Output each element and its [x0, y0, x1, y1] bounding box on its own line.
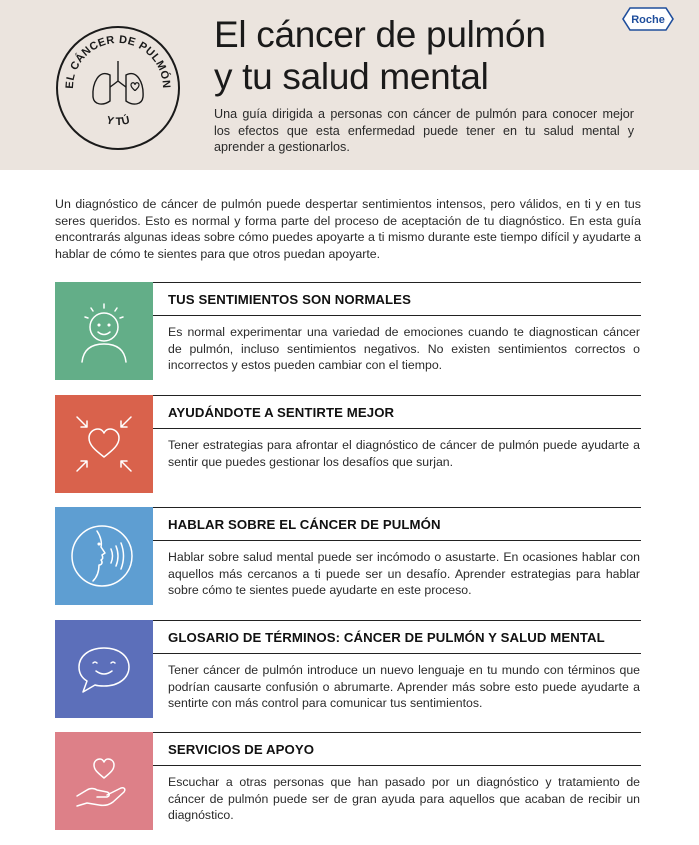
section-support-services — [55, 732, 641, 830]
section-body: Escuchar a otras personas que han pasado por un diagnóstico y tratamiento de cáncer de pulmón puede ser de gran ayuda para aquellos que acaban de recibir un diagnóstico. — [168, 775, 640, 822]
section-divider — [153, 428, 641, 429]
badge-arc-bottom-text: Y TÚ — [105, 114, 131, 129]
section-heading: HABLAR SOBRE EL CÁNCER DE PULMÓN — [168, 517, 441, 532]
section-divider — [153, 653, 641, 654]
section-divider — [153, 765, 641, 766]
section-heading: SERVICIOS DE APOYO — [168, 742, 315, 757]
title-line-1: El cáncer de pulmón — [214, 14, 546, 55]
section-heading: AYUDÁNDOTE A SENTIRTE MEJOR — [168, 405, 395, 420]
section-divider-top — [153, 620, 641, 621]
svg-text:Y TÚ — [105, 113, 131, 128]
section-body: Tener cáncer de pulmón introduce un nuevo lenguaje en tu mundo con términos que podrían causarte confusión o abrumarte. Aprender más sobre esto puede ayudarte a sentirte con más control para comunicar tus sentimientos. — [168, 663, 640, 710]
roche-logo-text: Roche — [631, 14, 665, 26]
heart-with-arrows-icon — [55, 395, 153, 493]
section-divider — [153, 315, 641, 316]
section-divider-top — [153, 282, 641, 283]
section-tile — [55, 732, 153, 830]
section-tile — [55, 507, 153, 605]
roche-logo — [622, 7, 674, 31]
section-tile — [55, 395, 153, 493]
speaking-face-icon — [55, 507, 153, 605]
page-subtitle: Una guía dirigida a personas con cáncer de pulmón para conocer mejor los efectos que esta enfermedad puede tener en tu salud mental y aprender a gestionarlos. — [214, 107, 634, 154]
section-tile — [55, 282, 153, 380]
hand-holding-heart-icon — [55, 732, 153, 830]
section-feel-better — [55, 395, 641, 493]
section-divider-top — [153, 732, 641, 733]
section-divider-top — [153, 507, 641, 508]
section-divider-top — [153, 395, 641, 396]
section-glossary — [55, 620, 641, 718]
lungs-with-heart-icon — [55, 25, 181, 151]
section-tile — [55, 620, 153, 718]
header-banner — [0, 0, 699, 170]
title-line-2: y tu salud mental — [214, 56, 489, 97]
speech-bubble-smile-icon — [55, 620, 153, 718]
section-divider — [153, 540, 641, 541]
badge-arc-top-text: EL CÁNCER DE PULMÓN — [63, 33, 173, 90]
intro-paragraph: Un diagnóstico de cáncer de pulmón puede despertar sentimientos intensos, pero válidos, en ti y en tus seres queridos. Esto es normal y forma parte del proceso de aceptación de tu diagnóstico. En esta guía encontrarás algunas ideas sobre cómo puedes apoyarte a ti mismo durante este tiempo difícil y ayudarte a hablar de cómo te sientes para que otros puedan apoyarte. — [55, 197, 641, 261]
section-talking — [55, 507, 641, 605]
smiling-person-icon — [55, 282, 153, 380]
page-title — [214, 14, 546, 98]
section-heading: GLOSARIO DE TÉRMINOS: CÁNCER DE PULMÓN Y SALUD MENTAL — [168, 630, 605, 645]
section-body: Hablar sobre salud mental puede ser incómodo o asustarte. En ocasiones hablar con aquellos más cercanos a ti puede ser un desafío. Aprender estrategias para hablar sobre cómo te sientes puede ayudarte en este proceso. — [168, 550, 640, 597]
section-body: Tener estrategias para afrontar el diagnóstico de cáncer de pulmón puede ayudarte a sentir que puedes gestionar los desafíos que surjan. — [168, 438, 640, 469]
section-feelings — [55, 282, 641, 380]
section-body: Es normal experimentar una variedad de emociones cuando te diagnostican cáncer de pulmón, incluso sentimientos negativos. No existen sentimientos correctos o incorrectos y estos pueden cambiar con el tiempo. — [168, 325, 640, 372]
section-heading: TUS SENTIMIENTOS SON NORMALES — [168, 292, 411, 307]
